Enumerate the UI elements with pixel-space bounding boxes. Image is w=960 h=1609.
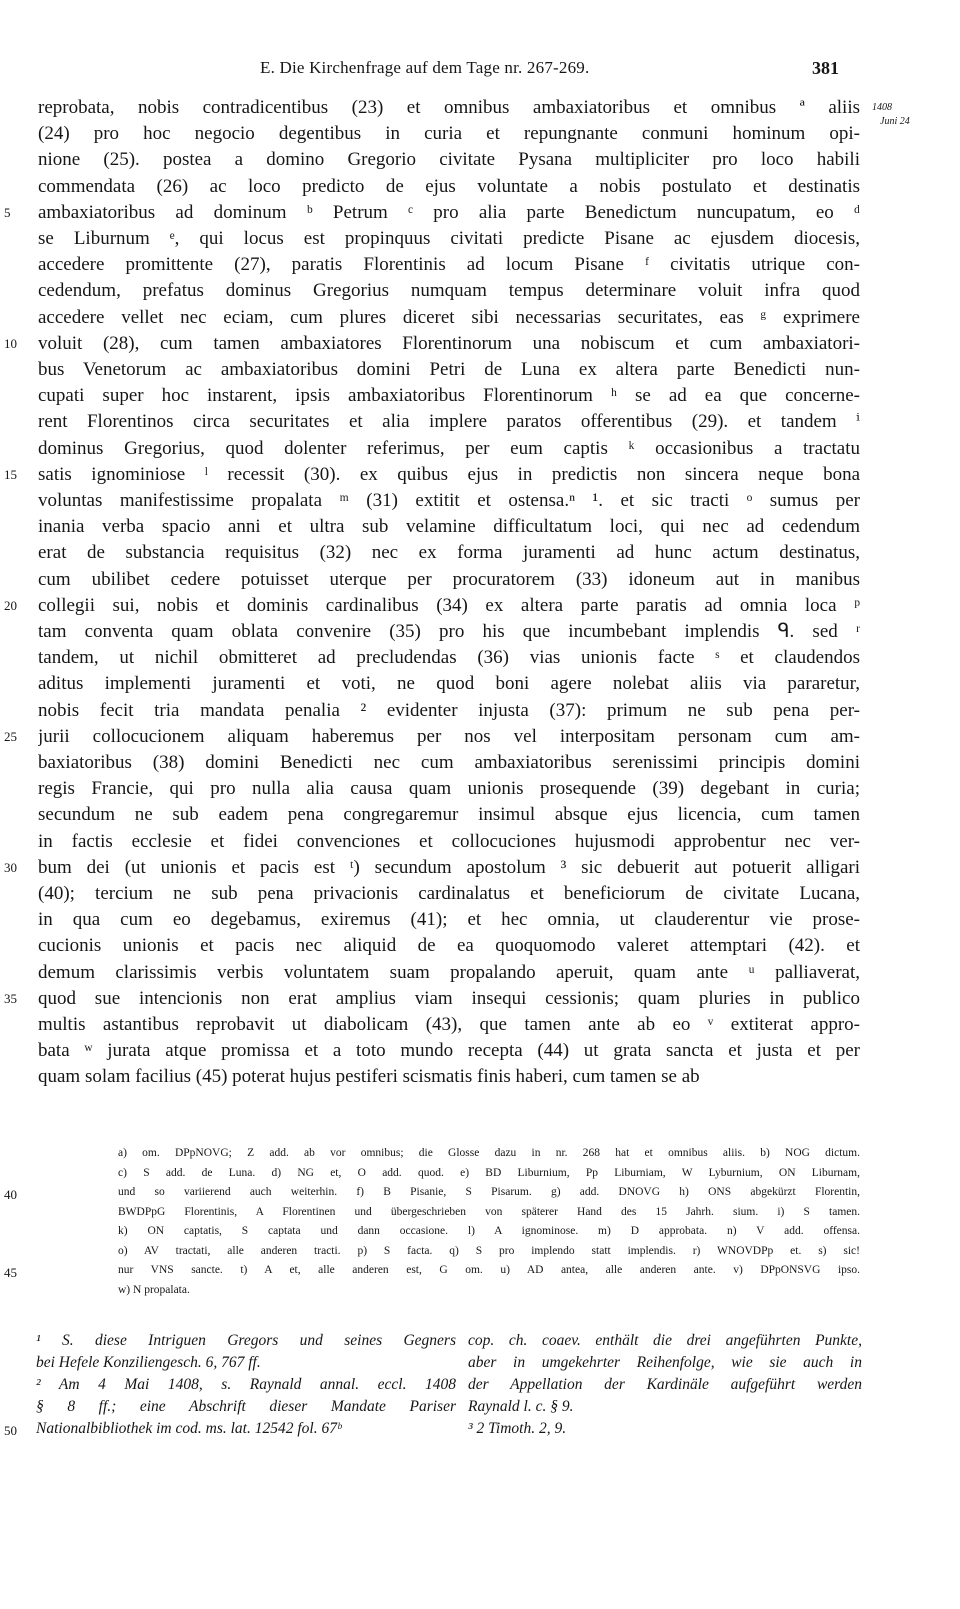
- running-header: [0, 58, 960, 82]
- text-line: in qua cum eo degebamus, exiremus (41); et hec omnia, ut clauderentur vie prose-: [38, 909, 860, 930]
- apparatus-line: c) S add. de Luna. d) NG et, O add. quod. e) BD Liburnium, Pp Liburniam, W Lyburnium, ON Liburnam,: [118, 1167, 860, 1179]
- text-line: inania verba spacio anni et ultra sub velamine difficultatum loci, qui nec ad cedendum: [38, 516, 860, 537]
- text-line: erat de substancia requisitus (32) nec ex forma juramenti ad hunc actum destinatus,: [38, 542, 860, 563]
- line-number: 40: [4, 1187, 17, 1202]
- text-line: quod sue intencionis non erat amplius viam insequi cessionis; quam pluries in publico: [38, 988, 860, 1009]
- line-number: 5: [4, 205, 11, 220]
- apparatus-line: und so variierend auch weiterhin. f) B Pisanie, S Pisarum. g) add. DNOVG h) ONS abgekürzt Florentin,: [118, 1186, 860, 1198]
- text-line: jurii collocucionem aliquam haberemus per nos vel interpositam personam cum am-: [38, 726, 860, 747]
- footnote-line: der Appellation der Kardinäle aufgeführt werden: [468, 1376, 862, 1393]
- running-title: E. Die Kirchenfrage auf dem Tage nr. 267-269.: [260, 58, 590, 77]
- text-line: quam solam facilius (45) poterat hujus pestiferi scismatis finis haberi, cum tamen se ab: [38, 1066, 700, 1087]
- apparatus-line: BWDPpG Florentinis, A Florentinen und übergeschrieben von späterer Hand des 15 Jahrh. sium. i) S tamen.: [118, 1206, 860, 1218]
- footnote-line: ³ 2 Timoth. 2, 9.: [468, 1420, 567, 1437]
- apparatus-line: a) om. DPpNOVG; Z add. ab vor omnibus; die Glosse dazu in nr. 268 hat et omnibus aliis. b) NOG dictum.: [118, 1147, 860, 1159]
- text-line: demum clarissimis verbis voluntatem suam propalando aperuit, quam ante ᵘ palliaverat,: [38, 962, 860, 983]
- text-line: cum ubilibet cedere potuisset uterque per procuratorem (33) idoneum aut in manibus: [38, 569, 860, 590]
- footnote-line: bei Hefele Konziliengesch. 6, 767 ff.: [36, 1354, 261, 1371]
- footnote-line: ² Am 4 Mai 1408, s. Raynald annal. eccl. 1408: [36, 1376, 456, 1393]
- text-line: baxiatoribus (38) domini Benedicti nec cum ambaxiatoribus serenissimi principis domini: [38, 752, 860, 773]
- line-number: 45: [4, 1265, 17, 1280]
- footnotes-right-column: [468, 1330, 862, 1440]
- footnote-line: § 8 ff.; eine Abschrift dieser Mandate Pariser: [36, 1398, 456, 1415]
- page-number: 381: [812, 58, 839, 78]
- text-line: regis Francie, qui pro nulla alia causa quam unionis prosequende (39) degebant in curia;: [38, 778, 860, 799]
- text-line: accedere promittente (27), paratis Florentinis ad locum Pisane ᶠ civitatis utrique con-: [38, 254, 860, 275]
- text-line: secundum ne sub eadem pena congregaremur insimul absque ejus licencia, cum tamen: [38, 804, 860, 825]
- text-line: nobis fecit tria mandata penalia ² evidenter injusta (37): primum ne sub pena per-: [38, 700, 860, 721]
- footnote-line: aber in umgekehrter Reihenfolge, wie sie auch in: [468, 1354, 862, 1371]
- apparatus-line: k) ON captatis, S captata und dann occasione. l) A ignominose. m) D approbata. n) V add. offensa.: [118, 1225, 860, 1237]
- text-line: commendata (26) ac loco predicto de ejus voluntate a nobis postulato et destinatis: [38, 176, 860, 197]
- apparatus-line: nur VNS sancte. t) A et, alle anderen est, G om. u) AD antea, alle anderen ante. v) DPpONSVG ipso.: [118, 1264, 860, 1276]
- text-line: cucionis unionis et pacis nec aliquid de ea quoquomodo valeret attemptari (42). et: [38, 935, 860, 956]
- text-line: multis astantibus reprobavit ut diabolicam (43), que tamen ante ab eo ᵛ extiterat appro-: [38, 1014, 860, 1035]
- text-line: ambaxiatoribus ad dominum ᵇ Petrum ᶜ pro alia parte Benedictum nuncupatum, eo ᵈ: [38, 202, 860, 223]
- margin-date-year: 1408: [872, 102, 892, 113]
- text-line: collegii sui, nobis et dominis cardinalibus (34) ex altera parte paratis ad omnia loca ᵖ: [38, 595, 860, 616]
- text-line: (40); tercium ne sub pena privacionis cardinalatus et beneficiorum de civitate Lucana,: [38, 883, 860, 904]
- text-line: voluntas manifestissime propalata ᵐ (31) extitit et ostensa.ⁿ ¹. et sic tracti ᵒ sumus per: [38, 490, 860, 511]
- text-line: (24) pro hoc negocio degentibus in curia et repungnante conmuni hominum opi-: [38, 123, 860, 144]
- text-line: cedendum, prefatus dominus Gregorius numquam tempus determinare voluit infra quod: [38, 280, 860, 301]
- apparatus-line: o) AV tractati, alle anderen tracti. p) S facta. q) S pro implendo statt implendis. r) WNOVDPp et. s) sic!: [118, 1245, 860, 1257]
- text-line: aditus implementi juramenti et voti, ne quod boni agere nolebat aliis via pararetur,: [38, 673, 860, 694]
- text-line: tam conventa quam oblata convenire (35) pro his que incumbebant implendis ᑫ. sed ʳ: [38, 621, 860, 642]
- line-number: 25: [4, 729, 17, 744]
- text-line: bus Venetorum ac ambaxiatoribus domini Petri de Luna ex altera parte Benedicti nun-: [38, 359, 860, 380]
- text-line: bata ʷ jurata atque promissa et a toto mundo recepta (44) ut grata sancta et justa et per: [38, 1040, 860, 1061]
- line-number: 35: [4, 991, 17, 1006]
- apparatus-line: w) N propalata.: [118, 1284, 190, 1296]
- text-line: tandem, ut nichil obmitteret ad precludendas (36) vias unionis facte ˢ et claudendos: [38, 647, 860, 668]
- text-line: nione (25). postea a domino Gregorio civitate Pysana multipliciter pro loco habili: [38, 149, 860, 170]
- footnote-line: ¹ S. diese Intriguen Gregors und seines Gegners: [36, 1332, 456, 1349]
- text-line: dominus Gregorius, quod dolenter referimus, per eum captis ᵏ occasionibus a tractatu: [38, 438, 860, 459]
- line-number: 20: [4, 598, 17, 613]
- footnotes-left-column: [36, 1330, 456, 1440]
- footnote-line: Raynald l. c. § 9.: [468, 1398, 574, 1415]
- text-line: accedere vellet nec eciam, cum plures diceret sibi necessarias securitates, eas ᵍ exprimere: [38, 307, 860, 328]
- line-number: 10: [4, 336, 17, 351]
- text-line: bum dei (ut unionis et pacis est ᵗ) secundum apostolum ³ sic debuerit aut potuerit alligari: [38, 857, 860, 878]
- text-line: satis ignominiose ˡ recessit (30). ex quibus ejus in predictis non sincera neque bona: [38, 464, 860, 485]
- footnote-line: Nationalbibliothek im cod. ms. lat. 12542 fol. 67ᵇ: [36, 1420, 342, 1437]
- text-line: voluit (28), cum tamen ambaxiatores Florentinorum una nobiscum et cum ambaxiatori-: [38, 333, 860, 354]
- line-number: 50: [4, 1423, 17, 1438]
- text-line: cupati super hoc instarent, ipsis ambaxiatoribus Florentinorum ʰ se ad ea que concerne-: [38, 385, 860, 406]
- line-number: 30: [4, 860, 17, 875]
- text-line: se Liburnum ᵉ, qui locus est propinquus civitati predicte Pisane ac ejusdem diocesis,: [38, 228, 860, 249]
- footnote-line: cop. ch. coaev. enthält die drei angeführten Punkte,: [468, 1332, 862, 1349]
- line-number: 15: [4, 467, 17, 482]
- margin-date-day: Juni 24: [880, 116, 910, 127]
- text-line: rent Florentinos circa securitates et alia implere paratos offerentibus (29). et tandem ⁱ: [38, 411, 860, 432]
- text-line: in factis ecclesie et fidei convenciones et collocuciones hujusmodi approbentur nec ver-: [38, 831, 860, 852]
- text-line: reprobata, nobis contradicentibus (23) et omnibus ambaxiatoribus et omnibus ª aliis: [38, 97, 860, 118]
